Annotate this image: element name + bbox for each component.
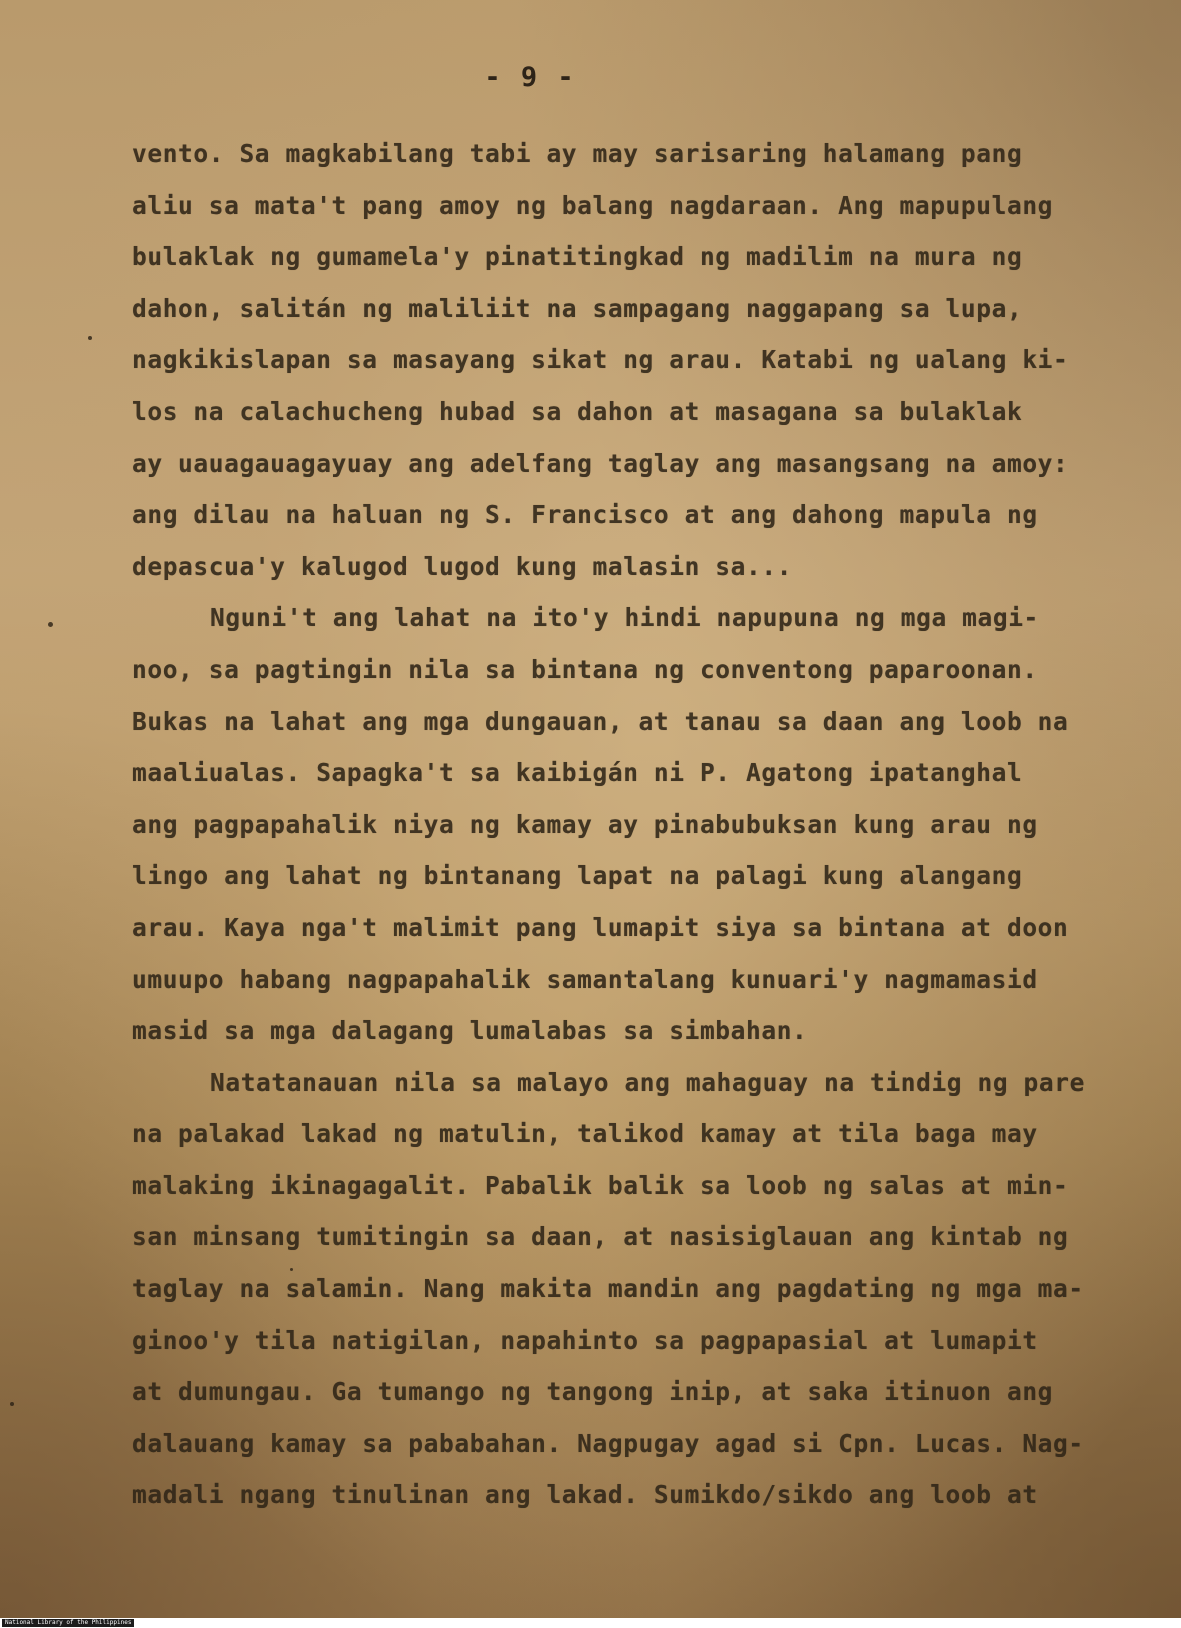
text-line: ginoo'y tila natigilan, napahinto sa pagpapasial at lumapit xyxy=(132,1325,1038,1355)
paper-speck xyxy=(48,622,53,627)
text-line: dalauang kamay sa pababahan. Nagpugay agad si Cpn. Lucas. Nag- xyxy=(132,1428,1084,1458)
text-line: nagkikislapan sa masayang sikat ng arau. Katabi ng ualang ki- xyxy=(132,345,1069,375)
text-line: aliu sa mata't pang amoy ng balang nagdaraan. Ang mapupulang xyxy=(132,190,1054,220)
paragraph-start-line: Nguni't ang lahat na ito'y hindi napupuna ng mga magi- xyxy=(210,603,1039,633)
text-line: maaliualas. Sapagka't sa kaibigán ni P. Agatong ipatanghal xyxy=(132,758,1023,788)
text-line: lingo ang lahat ng bintanang lapat na palagi kung alangang xyxy=(132,861,1023,891)
text-line: los na calachucheng hubad sa dahon at masagana sa bulaklak xyxy=(132,396,1023,426)
paper-speck xyxy=(290,1268,293,1271)
text-line: ang pagpapahalik niya ng kamay ay pinabubuksan kung arau ng xyxy=(132,809,1038,839)
text-line: vento. Sa magkabilang tabi ay may sarisaring halamang pang xyxy=(132,139,1023,168)
text-line: ay uauagauagayuay ang adelfang taglay ang masangsang na amoy: xyxy=(132,448,1069,478)
scan-footer-credit: National Library of the Philippines xyxy=(2,1619,134,1627)
page-number: - 9 - xyxy=(484,62,576,93)
text-line: ang dilau na haluan ng S. Francisco at ang dahong mapula ng xyxy=(132,500,1038,530)
text-line: na palakad lakad ng matulin, talikod kamay at tila baga may xyxy=(132,1119,1038,1149)
text-line: taglay na salamin. Nang makita mandin ang pagdating ng mga ma- xyxy=(132,1274,1084,1304)
text-line: arau. Kaya nga't malimit pang lumapit siya sa bintana at doon xyxy=(132,912,1069,942)
text-line: madali ngang tinulinan ang lakad. Sumikdo/sikdo ang loob at xyxy=(132,1480,1038,1510)
text-line: noo, sa pagtingin nila sa bintana ng conventong paparoonan. xyxy=(132,654,1038,684)
text-line: malaking ikinagagalit. Pabalik balik sa loob ng salas at min- xyxy=(132,1170,1069,1200)
text-line: masid sa mga dalagang lumalabas sa simbahan. xyxy=(132,1016,808,1046)
paper-speck xyxy=(10,1402,14,1406)
text-line: at dumungau. Ga tumango ng tangong inip, at saka itinuon ang xyxy=(132,1377,1054,1407)
scan-footer-band xyxy=(0,1618,1181,1628)
text-line: dahon, salitán ng maliliit na sampagang naggapang sa lupa, xyxy=(132,293,1023,323)
typewritten-body xyxy=(132,128,1085,1521)
text-line: depascua'y kalugod lugod kung malasin sa... xyxy=(132,551,793,581)
paragraph-start-line: Natatanauan nila sa malayo ang mahaguay na tindig ng pare xyxy=(210,1067,1085,1097)
text-line: bulaklak ng gumamela'y pinatitingkad ng madilim na mura ng xyxy=(132,242,1023,272)
text-line: Bukas na lahat ang mga dungauan, at tanau sa daan ang loob na xyxy=(132,706,1069,736)
text-line: san minsang tumitingin sa daan, at nasisiglauan ang kintab ng xyxy=(132,1222,1069,1252)
text-line: umuupo habang nagpapahalik samantalang kunuari'y nagmamasid xyxy=(132,964,1038,994)
paper-speck xyxy=(88,336,92,340)
